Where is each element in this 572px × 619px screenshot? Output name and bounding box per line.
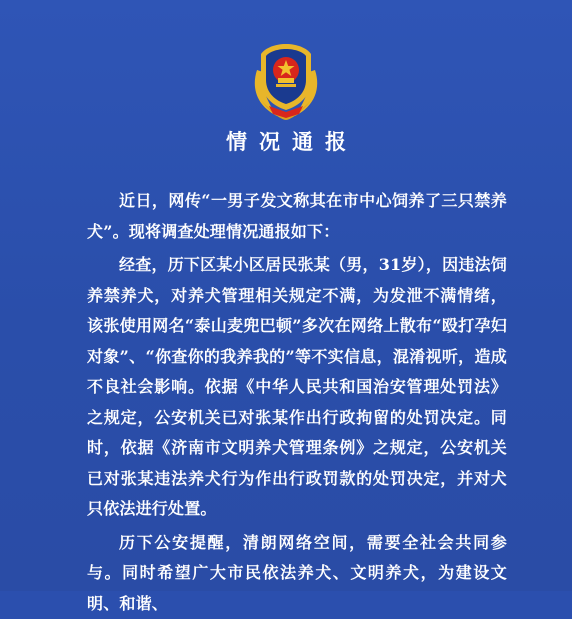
paragraph-reminder: 历下公安提醒，清朗网络空间，需要全社会共同参与。同时希望广大市民依法养犬、文明养犬，为建设文明、和谐、 bbox=[87, 528, 507, 619]
notice-body bbox=[87, 186, 507, 619]
paragraph-findings: 经查，历下区某小区居民张某（男，31岁），因违法饲养禁养犬，对养犬管理相关规定不满，为发泄不满情绪，该张使用网名“泰山麦兜巴顿”多次在网络上散布“殴打孕妇对象”、“你查你的我养我的”等不实信息，混淆视听，造成不良社会影响。依据《中华人民共和国治安管理处罚法》之规定，公安机关已对张某作出行政拘留的处罚决定。同时，依据《济南市文明养犬管理条例》之规定，公安机关已对张某违法养犬行为作出行政罚款的处罚决定，并对犬只依法进行处置。 bbox=[87, 250, 507, 525]
paragraph-intro: 近日，网传“一男子发文称其在市中心饲养了三只禁养犬”。现将调查处理情况通报如下： bbox=[87, 186, 507, 247]
notice-title: 情况通报 bbox=[0, 126, 572, 156]
police-emblem-icon bbox=[247, 40, 325, 122]
